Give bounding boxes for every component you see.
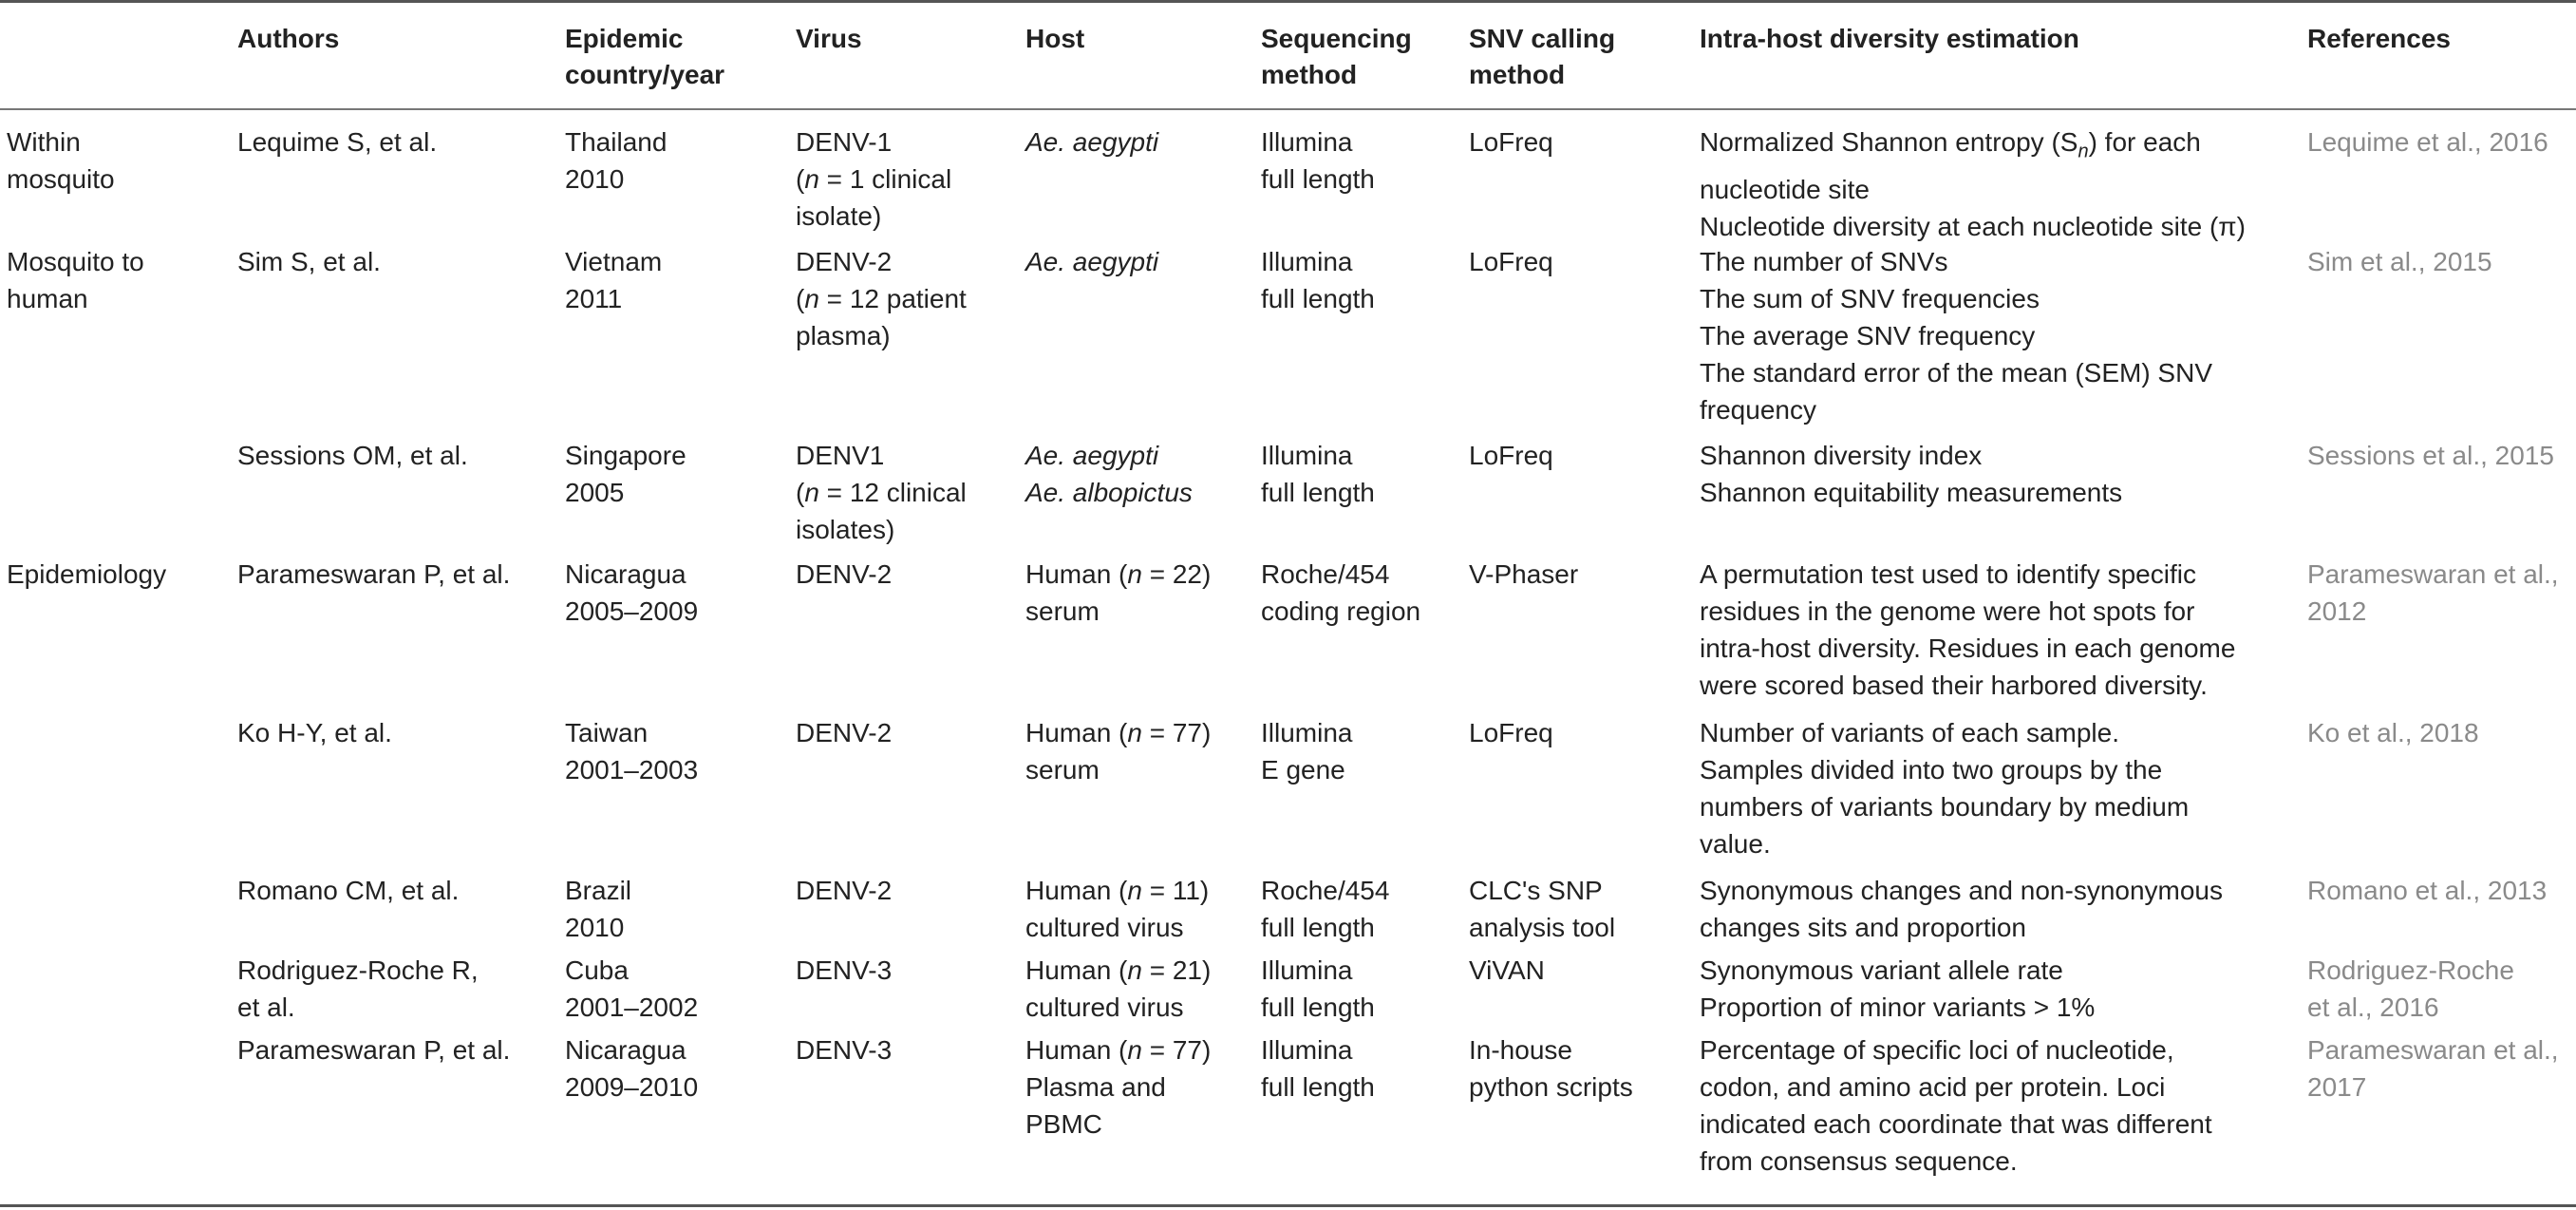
cell-diversity-estimation: Number of variants of each sample. Samples divided into two groups by the numbers of variants boundary by medium value.: [1700, 718, 2190, 859]
cell-snv-calling-method: V-Phaser: [1469, 559, 1579, 589]
cell-authors: Rodriguez-Roche R, et al.: [237, 955, 479, 1022]
virus-serotype: DENV-2: [796, 876, 893, 905]
cell-host: Ae. aegypti: [1025, 247, 1159, 276]
cell-host: Human (n = 21) cultured virus: [1025, 955, 1212, 1022]
cell-country-year: Singapore 2005: [565, 441, 686, 507]
header-sequencing-method: Sequencing method: [1261, 24, 1412, 89]
cell-host: Human (n = 77) serum: [1025, 718, 1212, 785]
cell-sequencing-method: Illumina full length: [1261, 127, 1375, 194]
header-virus: Virus: [796, 24, 862, 53]
cell-diversity-estimation: Synonymous variant allele rate Proportion of minor variants > 1%: [1700, 955, 2096, 1022]
virus-serotype: DENV-2: [796, 559, 893, 589]
cell-sequencing-method: Illumina full length: [1261, 1035, 1375, 1102]
cell-snv-calling-method: LoFreq: [1469, 718, 1553, 747]
cell-authors: Ko H-Y, et al.: [237, 718, 392, 747]
header-country-year: Epidemic country/year: [565, 24, 725, 89]
cell-host: Human (n = 77) Plasma and PBMC: [1025, 1035, 1212, 1139]
cell-snv-calling-method: LoFreq: [1469, 441, 1553, 470]
cell-sequencing-method: Roche/454 coding region: [1261, 559, 1421, 626]
cell-group: Epidemiology: [7, 559, 167, 589]
virus-sample-info: (n = 12 clinical isolates): [796, 478, 967, 544]
virus-serotype: DENV-2: [796, 247, 893, 276]
virus-sample-info: (n = 12 patient plasma): [796, 284, 967, 350]
cell-authors: Parameswaran P, et al.: [237, 559, 511, 589]
header-intra-host-diversity: Intra-host diversity estimation: [1700, 24, 2079, 53]
cell-virus: [796, 872, 1009, 909]
cell-country-year: Brazil 2010: [565, 876, 632, 942]
cell-host: Ae. aegypti: [1025, 127, 1159, 157]
cell-diversity-estimation: Percentage of specific loci of nucleotide, codon, and amino acid per protein. Loci indicated each coordinate that was different from consensus sequence.: [1700, 1035, 2212, 1176]
table-bottom-rule: [0, 1204, 2576, 1207]
cell-host: Human (n = 22) serum: [1025, 559, 1212, 626]
cell-reference: Rodriguez-Roche et al., 2016: [2307, 955, 2514, 1022]
header-authors: Authors: [237, 24, 340, 53]
cell-diversity-estimation: A permutation test used to identify specific residues in the genome were hot spots for intra-host diversity. Residues in each genome were scored based their harbored diversity.: [1700, 559, 2236, 700]
cell-sequencing-method: Illumina full length: [1261, 441, 1375, 507]
virus-serotype: DENV-1: [796, 127, 893, 157]
cell-authors: Romano CM, et al.: [237, 876, 460, 905]
cell-reference: Parameswaran et al., 2017: [2307, 1035, 2559, 1102]
cell-authors: Lequime S, et al.: [237, 127, 438, 157]
cell-country-year: Taiwan 2001–2003: [565, 718, 699, 785]
virus-sample-info: (n = 1 clinical isolate): [796, 164, 952, 231]
cell-host: Ae. aegypti Ae. albopictus: [1025, 441, 1193, 507]
cell-authors: Sim S, et al.: [237, 247, 381, 276]
cell-country-year: Vietnam 2011: [565, 247, 663, 313]
cell-sequencing-method: Illumina full length: [1261, 247, 1375, 313]
cell-virus: [796, 556, 1009, 593]
cell-virus: [796, 952, 1009, 989]
cell-reference: Ko et al., 2018: [2307, 718, 2479, 747]
cell-snv-calling-method: CLC's SNP analysis tool: [1469, 876, 1616, 942]
cell-country-year: Nicaragua 2009–2010: [565, 1035, 699, 1102]
cell-authors: Sessions OM, et al.: [237, 441, 468, 470]
cell-reference: Lequime et al., 2016: [2307, 127, 2548, 157]
table-top-rule: [0, 0, 2576, 3]
cell-reference: Sim et al., 2015: [2307, 247, 2492, 276]
cell-snv-calling-method: ViVAN: [1469, 955, 1545, 985]
header-host: Host: [1025, 24, 1085, 53]
cell-sequencing-method: Illumina E gene: [1261, 718, 1353, 785]
cell-diversity-estimation: Shannon diversity index Shannon equitability measurements: [1700, 441, 2123, 507]
virus-serotype: DENV1: [796, 441, 885, 470]
cell-host: Human (n = 11) cultured virus: [1025, 876, 1210, 942]
cell-virus: [796, 714, 1009, 751]
cell-authors: Parameswaran P, et al.: [237, 1035, 511, 1065]
cell-snv-calling-method: In-house python scripts: [1469, 1035, 1633, 1102]
table-header-rule: [0, 108, 2576, 110]
cell-sequencing-method: Illumina full length: [1261, 955, 1375, 1022]
cell-country-year: Nicaragua 2005–2009: [565, 559, 699, 626]
cell-virus: [796, 1031, 1009, 1068]
cell-reference: Sessions et al., 2015: [2307, 441, 2554, 470]
cell-reference: Parameswaran et al., 2012: [2307, 559, 2559, 626]
cell-snv-calling-method: LoFreq: [1469, 247, 1553, 276]
virus-serotype: DENV-3: [796, 955, 893, 985]
header-snv-calling-method: SNV calling method: [1469, 24, 1616, 89]
cell-diversity-estimation: The number of SNVs The sum of SNV frequencies The average SNV frequency The standard error of the mean (SEM) SNV frequency: [1700, 247, 2212, 425]
cell-group: Mosquito to human: [7, 247, 144, 313]
cell-virus: [796, 123, 1009, 235]
cell-virus: [796, 243, 1009, 354]
cell-country-year: Cuba 2001–2002: [565, 955, 699, 1022]
cell-virus: [796, 437, 1009, 548]
cell-country-year: Thailand 2010: [565, 127, 668, 194]
cell-diversity-estimation: Normalized Shannon entropy $(S_n)$ for each nucleotide site Nucleotide diversity at each nucleotide site (π): [1700, 127, 2246, 241]
cell-sequencing-method: Roche/454 full length: [1261, 876, 1390, 942]
cell-diversity-estimation: Synonymous changes and non-synonymous changes sits and proportion: [1700, 876, 2224, 942]
virus-serotype: DENV-2: [796, 718, 893, 747]
virus-serotype: DENV-3: [796, 1035, 893, 1065]
cell-group: Within mosquito: [7, 127, 115, 194]
cell-reference: Romano et al., 2013: [2307, 876, 2548, 905]
header-references: References: [2307, 24, 2451, 53]
cell-snv-calling-method: LoFreq: [1469, 127, 1553, 157]
